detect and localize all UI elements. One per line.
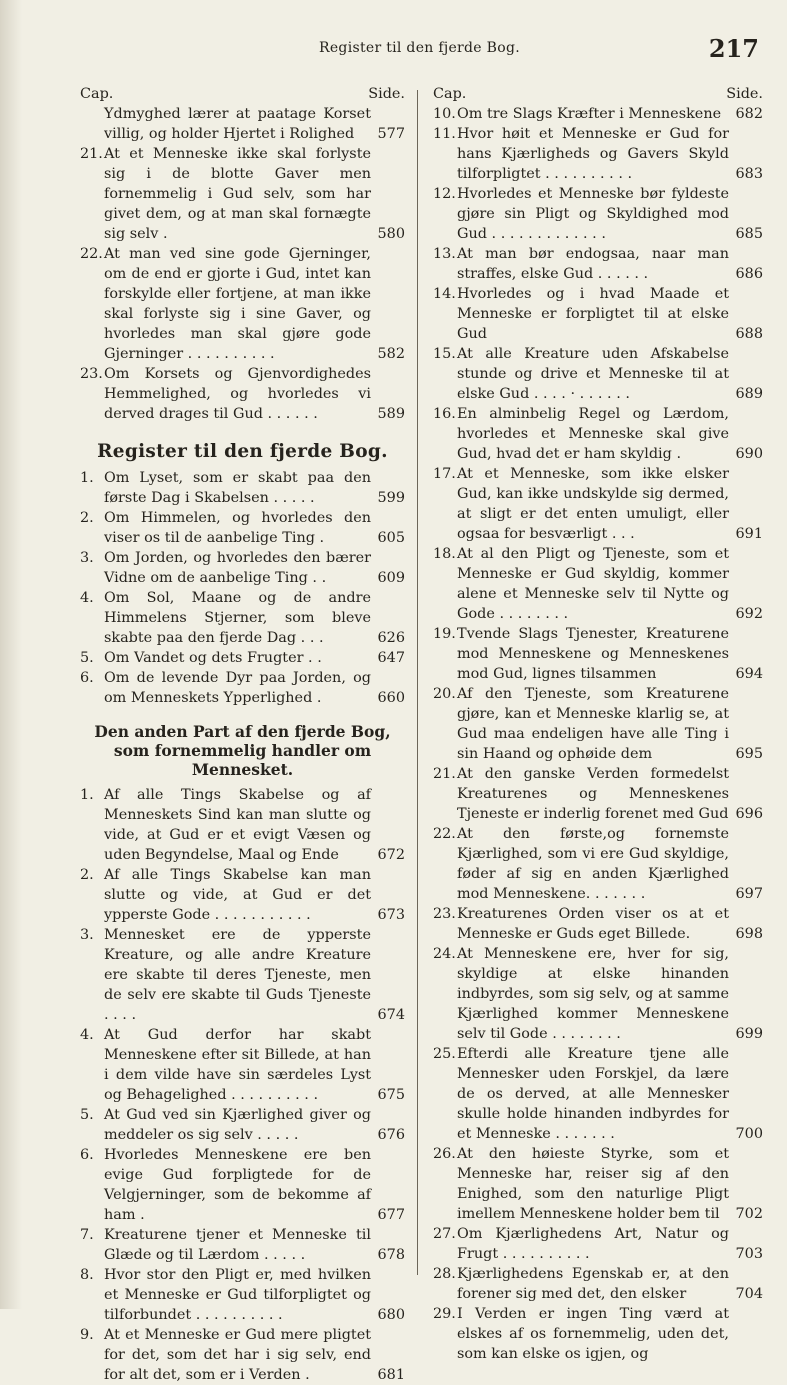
entry-text: At man ved sine gode Gjerninger, om de end er gjorte i Gud, intet kan forskylde eller fortjene, at man ikke skal forlyste sig i sine Gaver, og hvorledes man skal gjøre gode Gjerninger . . . . . . . . . . [104, 246, 371, 362]
toc-entry [433, 684, 763, 764]
toc-entry [433, 244, 763, 284]
entry-text: Mennesket ere de ypperste Kreature, og alle andre Kreature ere skabte til deres Tjeneste, men de selv ere skabte til Guds Tjeneste . . . . [104, 927, 371, 1023]
entry-page: 686 [735, 266, 763, 282]
column-header-side: Side. [726, 86, 763, 102]
toc-entry [80, 104, 405, 144]
entry-page: 681 [377, 1367, 405, 1383]
entry-text: Om Kjærlighedens Art, Natur og Frugt . . . . . . . . . . [457, 1226, 729, 1262]
entry-page: 660 [377, 690, 405, 706]
entry-text: At et Menneske er Gud mere pligtet for det, som det har i sig selv, end for alt det, som er i Verden . [104, 1327, 371, 1383]
entry-number: 21. [80, 146, 103, 162]
entry-text: Hvor høit et Menneske er Gud for hans Kjærligheds og Gavers Skyld tilforpligtet . . . . . . . . . . [457, 126, 729, 182]
entry-number: 11. [433, 126, 456, 142]
entry-number: 5. [80, 650, 94, 666]
toc-entry [433, 1264, 763, 1304]
toc-entry [80, 508, 405, 548]
entry-number: 23. [433, 906, 456, 922]
entry-page: 580 [377, 226, 405, 242]
entry-number: 12. [433, 186, 456, 202]
toc-entry [433, 544, 763, 624]
toc-entry [433, 344, 763, 404]
entry-number: 9. [80, 1327, 94, 1343]
entry-page: 674 [377, 1007, 405, 1023]
entry-page: 702 [735, 1206, 763, 1222]
entry-page: 676 [377, 1127, 405, 1143]
entry-page: 685 [735, 226, 763, 242]
entry-text: At den første,og fornemste Kjærlighed, som vi ere Gud skyldige, føder af sig en anden Kjærlighed mod Menneskene. . . . . . . [457, 826, 729, 902]
entry-number: 6. [80, 1147, 94, 1163]
toc-entry [433, 124, 763, 184]
toc-entry [433, 904, 763, 944]
entry-text: En alminbelig Regel og Lærdom, hvorledes et Menneske skal give Gud, hvad det er ham skyldig . [457, 406, 729, 462]
toc-entry [433, 404, 763, 464]
page-number: 217 [708, 34, 759, 63]
entry-text: Tvende Slags Tjenester, Kreaturene mod Menneskene og Menneskenes mod Gud, lignes tilsammen [457, 626, 729, 682]
entry-number: 5. [80, 1107, 94, 1123]
running-head: Register til den fjerde Bog. [319, 40, 520, 56]
entry-page: 699 [735, 1026, 763, 1042]
entry-page: 589 [377, 406, 405, 422]
entry-number: 16. [433, 406, 456, 422]
entry-text: Om Himmelen, og hvorledes den viser os til de aanbelige Ting . [104, 510, 371, 546]
entry-number: 6. [80, 670, 94, 686]
entry-number: 4. [80, 1027, 94, 1043]
entry-number: 3. [80, 927, 94, 943]
entry-text: Om Lyset, som er skabt paa den første Dag i Skabelsen . . . . . [104, 470, 371, 506]
column-header [433, 84, 763, 104]
entry-text: At den høieste Styrke, som et Menneske har, reiser sig af den Enighed, som den naturlige Pligt imellem Menneskene holder bem til [457, 1146, 729, 1222]
entry-page: 703 [735, 1246, 763, 1262]
entry-page: 697 [735, 886, 763, 902]
entry-page: 626 [377, 630, 405, 646]
entry-text: At den ganske Verden formedelst Kreaturenes og Menneskenes Tjeneste er inderlig forenet med Gud [457, 766, 729, 822]
entry-number: 23. [80, 366, 103, 382]
entry-number: 10. [433, 106, 456, 122]
entry-number: 25. [433, 1046, 456, 1062]
entry-list [80, 104, 405, 424]
entry-text: Kreaturenes Orden viser os at et Menneske er Guds eget Billede. [457, 906, 729, 942]
entry-page: 672 [377, 847, 405, 863]
entry-number: 1. [80, 787, 94, 803]
entry-number: 27. [433, 1226, 456, 1242]
entry-page: 675 [377, 1087, 405, 1103]
entry-text: Om de levende Dyr paa Jorden, og om Menneskets Ypperlighed . [104, 670, 371, 706]
toc-entry [433, 284, 763, 344]
entry-text: Om Jorden, og hvorledes den bærer Vidne om de aanbelige Ting . . [104, 550, 371, 586]
entry-page: 704 [735, 1286, 763, 1302]
entry-text: At al den Pligt og Tjeneste, som et Menneske er Gud skyldig, kommer alene et Menneske selv til Nytte og Gode . . . . . . . . [457, 546, 729, 622]
entry-page: 683 [735, 166, 763, 182]
toc-entry [433, 824, 763, 904]
entry-number: 18. [433, 546, 456, 562]
entry-page: 582 [377, 346, 405, 362]
toc-entry [80, 1225, 405, 1265]
column-header [80, 84, 405, 104]
entry-page: 698 [735, 926, 763, 942]
entry-number: 26. [433, 1146, 456, 1162]
entry-number: 21. [433, 766, 456, 782]
entry-list [433, 104, 763, 1364]
entry-text: At Gud derfor har skabt Menneskene efter sit Billede, at han i dem vilde have sin særdeles Lyst og Behagelighed . . . . . . . . . . [104, 1027, 371, 1103]
entry-text: Efterdi alle Kreature tjene alle Mennesker uden Forskjel, da lære de os derved, at alle Mennesker skulle holde hinanden indbyrdes for et Menneske . . . . . . . [457, 1046, 729, 1142]
entry-text: Hvor stor den Pligt er, med hvilken et Menneske er Gud tilforpligtet og tilforbundet . . . . . . . . . . [104, 1267, 371, 1323]
toc-entry [80, 925, 405, 1025]
entry-number: 14. [433, 286, 456, 302]
toc-entry [433, 1144, 763, 1224]
toc-entry [80, 548, 405, 588]
entry-text: At Menneskene ere, hver for sig, skyldige at elske hinanden indbyrdes, som sig selv, og at samme Kjærlighed kommer Menneskene selv til Gode . . . . . . . . [457, 946, 729, 1042]
entry-number: 17. [433, 466, 456, 482]
entry-number: 29. [433, 1306, 456, 1322]
entry-text: I Verden er ingen Ting værd at elskes af os fornemmelig, uden det, som kan elske os igjen, og [457, 1306, 729, 1362]
entry-text: Hvorledes et Menneske bør fyldeste gjøre sin Pligt og Skyldighed mod Gud . . . . . . . . . . . . . [457, 186, 729, 242]
entry-number: 20. [433, 686, 456, 702]
entry-number: 28. [433, 1266, 456, 1282]
toc-entry [433, 764, 763, 824]
entry-number: 22. [80, 246, 103, 262]
entry-text: Hvorledes Menneskene ere ben evige Gud forpligtede for de Velgjerninger, som de bekomme af ham . [104, 1147, 371, 1223]
toc-entry [80, 244, 405, 364]
entry-page: 695 [735, 746, 763, 762]
entry-text: Ydmyghed lærer at paatage Korset villig, og holder Hjertet i Rolighed [104, 106, 371, 142]
toc-entry [80, 865, 405, 925]
entry-number: 22. [433, 826, 456, 842]
toc-entry [433, 104, 763, 124]
toc-entry [433, 184, 763, 244]
entry-list [80, 468, 405, 708]
entry-page: 682 [735, 106, 763, 122]
toc-entry [80, 785, 405, 865]
column-divider [417, 90, 418, 1275]
entry-text: Om Vandet og dets Frugter . . [104, 650, 322, 666]
entry-page: 678 [377, 1247, 405, 1263]
entry-text: At man bør endogsaa, naar man straffes, elske Gud . . . . . . [457, 246, 729, 282]
right-column [433, 84, 763, 1364]
entry-page: 690 [735, 446, 763, 462]
toc-entry [80, 1025, 405, 1105]
column-header-cap: Cap. [80, 86, 114, 102]
entry-number: 8. [80, 1267, 94, 1283]
entry-page: 680 [377, 1307, 405, 1323]
toc-entry [80, 1145, 405, 1225]
entry-text: Om tre Slags Kræfter i Menneskene [457, 106, 722, 122]
entry-text: At et Menneske ikke skal forlyste sig i de blotte Gaver men fornemmelig i Gud selv, som har givet dem, og at man skal fornægte sig selv . [104, 146, 371, 242]
entry-page: 691 [735, 526, 763, 542]
entry-text: At et Menneske, som ikke elsker Gud, kan ikke undskylde sig dermed, at sligt er det enten umuligt, eller ogsaa for besværligt . . . [457, 466, 729, 542]
toc-entry [80, 1325, 405, 1385]
entry-text: Af alle Tings Skabelse kan man slutte og vide, at Gud er det ypperste Gode . . . . . . . . . . . [104, 867, 371, 923]
page-binding-edge [0, 0, 22, 1309]
toc-entry [80, 648, 405, 668]
entry-text: At Gud ved sin Kjærlighed giver og meddeler os sig selv . . . . . [104, 1107, 371, 1143]
entry-text: Hvorledes og i hvad Maade et Menneske er forpligtet til at elske Gud [457, 286, 729, 342]
toc-entry [433, 624, 763, 684]
entry-page: 647 [377, 650, 405, 666]
entry-page: 688 [735, 326, 763, 342]
entry-text: Af den Tjeneste, som Kreaturene gjøre, kan et Menneske klarlig se, at Gud maa endeligen have alle Ting i sin Haand og ophøide dem [457, 686, 729, 762]
toc-entry [80, 668, 405, 708]
entry-number: 1. [80, 470, 94, 486]
page-header [80, 26, 759, 86]
entry-page: 689 [735, 386, 763, 402]
left-column [80, 84, 405, 1385]
toc-entry [433, 1044, 763, 1144]
entry-page: 605 [377, 530, 405, 546]
entry-text: Om Sol, Maane og de andre Himmelens Stjerner, som bleve skabte paa den fjerde Dag . . . [104, 590, 371, 646]
column-header-side: Side. [368, 86, 405, 102]
entry-page: 599 [377, 490, 405, 506]
entry-text: Kjærlighedens Egenskab er, at den forener sig med det, den elsker [457, 1266, 729, 1302]
entry-text: Om Korsets og Gjenvordighedes Hemmelighed, og hvorledes vi derved drages til Gud . . . . . . [104, 366, 371, 422]
entry-text: Kreaturene tjener et Menneske til Glæde og til Lærdom . . . . . [104, 1227, 371, 1263]
entry-page: 673 [377, 907, 405, 923]
entry-number: 15. [433, 346, 456, 362]
toc-entry [80, 468, 405, 508]
entry-page: 577 [377, 126, 405, 142]
entry-page: 696 [735, 806, 763, 822]
toc-entry [433, 1224, 763, 1264]
entry-number: 2. [80, 867, 94, 883]
entry-text: At alle Kreature uden Afskabelse stunde og drive et Menneske til at elske Gud . . . . · . . . . . . [457, 346, 729, 402]
entry-number: 4. [80, 590, 94, 606]
entry-number: 2. [80, 510, 94, 526]
entry-page: 677 [377, 1207, 405, 1223]
toc-entry [80, 588, 405, 648]
entry-number: 19. [433, 626, 456, 642]
entry-page: 694 [735, 666, 763, 682]
toc-entry [433, 944, 763, 1044]
entry-list [80, 785, 405, 1385]
toc-entry [433, 1304, 763, 1364]
toc-entry [80, 1265, 405, 1325]
entry-number: 24. [433, 946, 456, 962]
toc-entry [80, 364, 405, 424]
entry-page: 700 [735, 1126, 763, 1142]
section-title: Register til den fjerde Bog. [97, 441, 388, 462]
toc-entry [80, 1105, 405, 1145]
entry-number: 7. [80, 1227, 94, 1243]
column-header-cap: Cap. [433, 86, 467, 102]
entry-text: Af alle Tings Skabelse og af Menneskets Sind kan man slutte og vide, at Gud er et evigt Væsen og uden Begyndelse, Maal og Ende [104, 787, 371, 863]
entry-number: 3. [80, 550, 94, 566]
section-title: Den anden Part af den fjerde Bog, som fornemmelig handler om Mennesket. [94, 722, 391, 779]
toc-entry [80, 144, 405, 244]
entry-page: 609 [377, 570, 405, 586]
entry-page: 692 [735, 606, 763, 622]
entry-number: 13. [433, 246, 456, 262]
toc-entry [433, 464, 763, 544]
